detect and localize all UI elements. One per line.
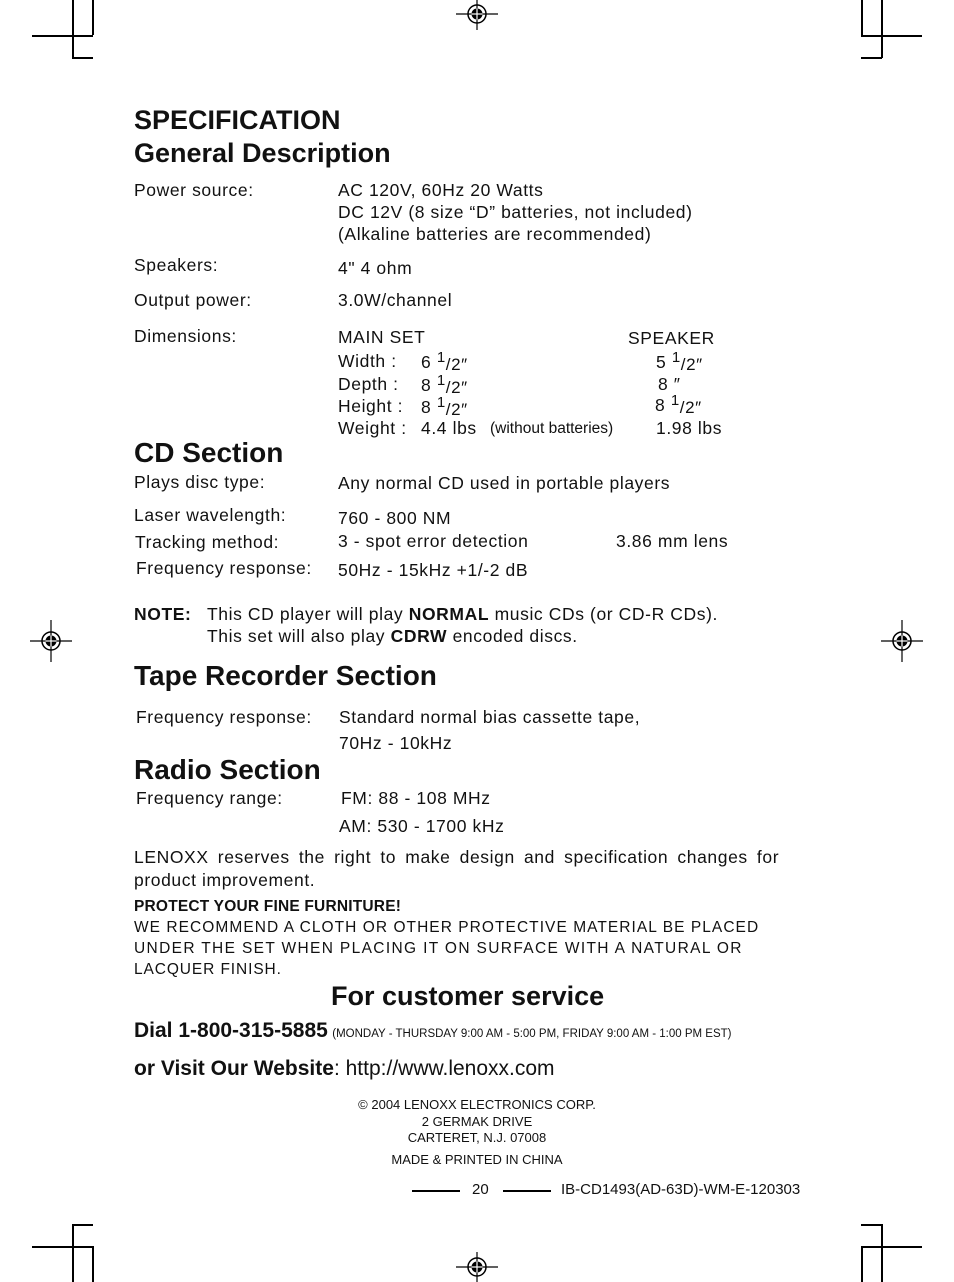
speakers-value: 4" 4 ohm — [338, 258, 413, 278]
address-line-1: 2 GERMAK DRIVE — [421, 1114, 533, 1129]
website-line — [134, 1057, 555, 1081]
radio-heading: Radio Section — [134, 754, 321, 785]
reserve-line-2: product improvement. — [134, 870, 316, 890]
disc-label: Plays disc type: — [134, 472, 266, 492]
visit-label: or Visit Our Website — [134, 1057, 334, 1080]
weight-label: Weight : — [338, 418, 407, 438]
tracking-value: 3 - spot error detection — [338, 531, 529, 551]
power-line-3: (Alkaline batteries are recommended) — [338, 224, 652, 244]
depth-label: Depth : — [338, 374, 399, 394]
speaker-weight: 1.98 lbs — [656, 418, 723, 438]
fm-range: FM: 88 - 108 MHz — [341, 788, 491, 808]
speaker-height: 8 $^1_{/2''}$ — [655, 392, 702, 417]
footer-rule — [503, 1190, 551, 1192]
tape-freq-value-2: 70Hz - 10kHz — [339, 733, 453, 753]
website-url: : http://www.lenoxx.com — [333, 1057, 555, 1080]
page-number: 20 — [472, 1181, 489, 1198]
footer-rule — [412, 1190, 460, 1192]
main-height: 8 $^1_{/2''}$ — [421, 394, 468, 419]
service-hours: (MONDAY - THURSDAY 9:00 AM - 5:00 PM, FRIDAY 9:00 AM - 1:00 PM EST) — [332, 1028, 732, 1040]
main-weight: 4.4 lbs — [421, 418, 477, 438]
main-width: 6 $^1_{/2''}$ — [421, 349, 468, 374]
power-line-2: DC 12V (8 size “D” batteries, not included) — [338, 202, 693, 222]
tracking-label: Tracking method: — [135, 532, 280, 552]
made-in: MADE & PRINTED IN CHINA — [391, 1152, 563, 1167]
speaker-width: 5 $^1_{/2''}$ — [656, 349, 703, 374]
page-title: SPECIFICATION — [134, 105, 341, 135]
lens-value: 3.86 mm lens — [616, 531, 729, 551]
cd-heading: CD Section — [134, 437, 284, 468]
phone-number: Dial 1-800-315-5885 — [134, 1019, 328, 1042]
cd-freq-value: 50Hz - 15kHz +1/-2 dB — [338, 560, 529, 580]
radio-range-label: Frequency range: — [136, 788, 283, 808]
service-heading: For customer service — [331, 981, 605, 1011]
power-line-1: AC 120V, 60Hz 20 Watts — [338, 180, 544, 200]
power-label: Power source: — [134, 180, 254, 200]
note-line-2: This set will also play CDRW encoded discs. — [207, 626, 578, 646]
tape-freq-value-1: Standard normal bias cassette tape, — [339, 707, 641, 727]
output-label: Output power: — [134, 290, 252, 310]
speakers-label: Speakers: — [134, 255, 219, 275]
tape-heading: Tape Recorder Section — [134, 660, 437, 691]
protect-line-3: LACQUER FINISH. — [134, 961, 282, 978]
laser-label: Laser wavelength: — [134, 505, 287, 525]
address-line-2: CARTERET, N.J. 07008 — [407, 1130, 547, 1145]
dial-line — [134, 1019, 731, 1043]
dimensions-label: Dimensions: — [134, 326, 237, 346]
registration-mark-icon — [456, 1252, 498, 1282]
protect-line-1: WE RECOMMEND A CLOTH OR OTHER PROTECTIVE MATERIAL BE PLACED — [134, 919, 760, 936]
height-label: Height : — [338, 396, 404, 416]
registration-mark-icon — [456, 0, 498, 30]
am-range: AM: 530 - 1700 kHz — [339, 816, 505, 836]
main-depth: 8 $^1_{/2''}$ — [421, 372, 468, 397]
cd-freq-label: Frequency response: — [136, 558, 312, 578]
output-value: 3.0W/channel — [338, 290, 453, 310]
speaker-depth: 8 ″ — [658, 374, 681, 394]
registration-mark-icon — [881, 620, 923, 662]
note-label: NOTE: — [134, 604, 192, 624]
disc-value: Any normal CD used in portable players — [338, 473, 671, 493]
tape-freq-label: Frequency response: — [136, 707, 312, 727]
speaker-header: SPEAKER — [628, 328, 715, 348]
general-heading: General Description — [134, 138, 391, 168]
reserve-line-1: LENOXX reserves the right to make design and specification changes for — [134, 847, 780, 867]
document-code: IB-CD1493(AD-63D)-WM-E-120303 — [561, 1181, 801, 1198]
laser-value: 760 - 800 NM — [338, 508, 452, 528]
main-set-header: MAIN SET — [338, 327, 426, 347]
registration-mark-icon — [30, 620, 72, 662]
copyright: © 2004 LENOXX ELECTRONICS CORP. — [358, 1097, 596, 1112]
protect-title: PROTECT YOUR FINE FURNITURE! — [134, 898, 402, 915]
without-batteries-note: (without batteries) — [490, 420, 614, 437]
width-label: Width : — [338, 351, 397, 371]
note-line-1: This CD player will play NORMAL music CDs (or CD-R CDs). — [207, 604, 719, 624]
protect-line-2: UNDER THE SET WHEN PLACING IT ON SURFACE WITH A NATURAL OR — [134, 940, 743, 957]
